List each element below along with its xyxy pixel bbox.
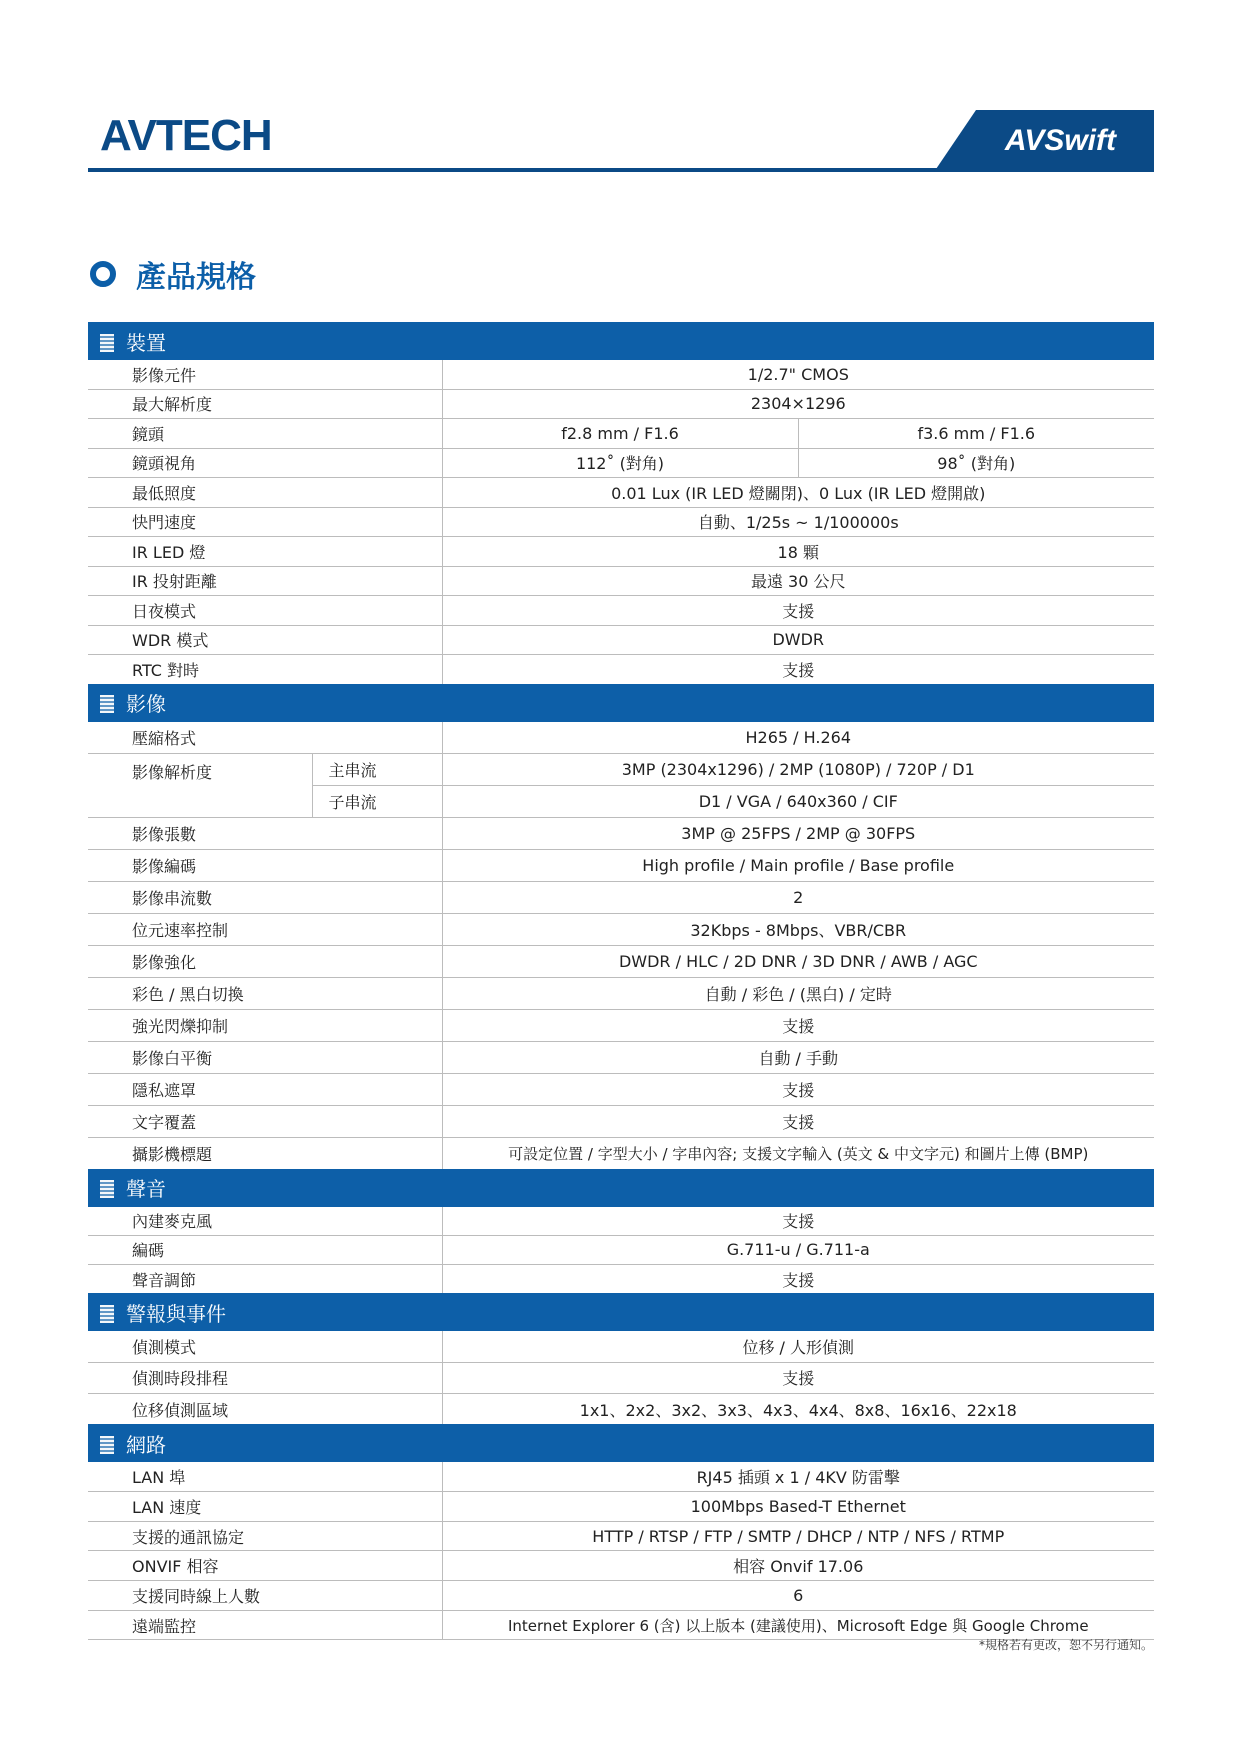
section-title: 聲音 xyxy=(126,1177,166,1201)
spec-label: 內建麥克風 xyxy=(88,1207,442,1236)
spec-value: 6 xyxy=(442,1581,1154,1611)
spec-row xyxy=(88,1009,1154,1041)
spec-label: 影像元件 xyxy=(88,360,442,389)
section-title: 裝置 xyxy=(126,330,166,355)
spec-label: 影像張數 xyxy=(88,817,442,849)
spec-label: 彩色 / 黑白切換 xyxy=(88,977,442,1009)
spec-value: 支援 xyxy=(442,1073,1154,1105)
spec-label: 隱私遮罩 xyxy=(88,1073,442,1105)
spec-value: HTTP / RTSP / FTP / SMTP / DHCP / NTP / NFS / RTMP xyxy=(442,1521,1154,1551)
spec-value: 位移 / 人形偵測 xyxy=(442,1331,1154,1362)
section-icon xyxy=(100,334,114,352)
avtech-logo: AVTECH xyxy=(100,111,272,160)
spec-value: DWDR / HLC / 2D DNR / 3D DNR / AWB / AGC xyxy=(442,945,1154,977)
spec-row xyxy=(88,419,1154,449)
spec-row xyxy=(88,1462,1154,1491)
spec-value: 2 xyxy=(442,881,1154,913)
spec-value: 3MP (2304x1296) / 2MP (1080P) / 720P / D1 xyxy=(442,753,1154,785)
spec-label: 壓縮格式 xyxy=(88,722,442,754)
spec-row xyxy=(88,596,1154,626)
spec-row xyxy=(88,655,1154,684)
spec-value: 100Mbps Based-T Ethernet xyxy=(442,1491,1154,1521)
spec-label: RTC 對時 xyxy=(132,660,200,680)
spec-label: 偵測模式 xyxy=(88,1331,442,1362)
page-header xyxy=(88,110,1154,174)
spec-row xyxy=(88,722,1154,754)
section-header-network xyxy=(88,1424,1154,1462)
spec-value: 可設定位置 / 字型大小 / 字串內容; 支援文字輸入 (英文 & 中文字元) 和圖片上傳 (BMP) xyxy=(442,1137,1154,1169)
spec-label: 位移偵測區域 xyxy=(132,1400,229,1420)
section-title: 網路 xyxy=(126,1432,166,1457)
spec-value: 0.01 Lux (IR LED 燈關閉)、0 Lux (IR LED 燈開啟) xyxy=(442,478,1154,508)
spec-label: 聲音調節 xyxy=(132,1270,197,1290)
section-title: 警報與事件 xyxy=(126,1301,226,1326)
spec-value: 自動 / 手動 xyxy=(442,1041,1154,1073)
avswift-logo: AVSwift xyxy=(1004,124,1116,157)
spec-label: 鏡頭視角 xyxy=(88,448,442,478)
spec-value: 相容 Onvif 17.06 xyxy=(442,1551,1154,1581)
spec-value: 自動、1/25s ~ 1/100000s xyxy=(442,507,1154,537)
page-title xyxy=(90,254,256,294)
spec-value: 支援 xyxy=(442,1009,1154,1041)
spec-value: 支援 xyxy=(442,1105,1154,1137)
spec-row xyxy=(88,945,1154,977)
spec-row xyxy=(88,537,1154,567)
spec-row xyxy=(88,1521,1154,1551)
spec-row xyxy=(88,478,1154,508)
spec-value-b: f3.6 mm / F1.6 xyxy=(798,419,1154,449)
spec-value: High profile / Main profile / Base profile xyxy=(442,849,1154,881)
spec-label: 影像強化 xyxy=(88,945,442,977)
spec-label: 最大解析度 xyxy=(88,389,442,419)
spec-row xyxy=(88,753,1154,785)
section-title: 影像 xyxy=(126,692,166,716)
spec-value: DWDR xyxy=(442,625,1154,655)
spec-row xyxy=(88,849,1154,881)
footnote: *規格若有更改，恕不另行通知。 xyxy=(978,1638,1153,1652)
spec-row xyxy=(88,1362,1154,1393)
section-icon xyxy=(100,695,114,713)
spec-value: 2304×1296 xyxy=(442,389,1154,419)
spec-label: 支援的通訊協定 xyxy=(88,1521,442,1551)
spec-value: 支援 xyxy=(442,1362,1154,1393)
spec-row xyxy=(88,1491,1154,1521)
spec-value: 支援 xyxy=(442,1265,1154,1294)
spec-label: 影像白平衡 xyxy=(88,1041,442,1073)
spec-row xyxy=(88,1331,1154,1362)
spec-label: 位元速率控制 xyxy=(88,913,442,945)
spec-row xyxy=(88,1265,1154,1294)
spec-label: 鏡頭 xyxy=(88,419,442,449)
spec-label: 支援同時線上人數 xyxy=(88,1581,442,1611)
spec-row xyxy=(88,448,1154,478)
spec-value: RJ45 插頭 x 1 / 4KV 防雷擊 xyxy=(442,1462,1154,1491)
spec-label: IR LED 燈 xyxy=(88,537,442,567)
spec-table xyxy=(88,322,1154,1640)
section-header-device xyxy=(88,322,1154,360)
spec-label: 偵測時段排程 xyxy=(88,1362,442,1393)
spec-value: D1 / VGA / 640x360 / CIF xyxy=(442,785,1154,817)
spec-row xyxy=(88,1393,1154,1424)
circle-bullet-icon xyxy=(90,261,116,287)
spec-row xyxy=(88,1207,1154,1236)
spec-row xyxy=(88,881,1154,913)
spec-row xyxy=(88,977,1154,1009)
spec-value-a: f2.8 mm / F1.6 xyxy=(442,419,798,449)
spec-value: 支援 xyxy=(442,596,1154,626)
spec-label: 遠端監控 xyxy=(88,1610,442,1640)
spec-value: 3MP @ 25FPS / 2MP @ 30FPS xyxy=(442,817,1154,849)
spec-label: 影像解析度 xyxy=(88,753,312,817)
section-icon xyxy=(100,1305,114,1323)
spec-row xyxy=(88,913,1154,945)
spec-value: 1/2.7" CMOS xyxy=(442,360,1154,389)
spec-label: LAN 速度 xyxy=(88,1491,442,1521)
spec-row xyxy=(88,1137,1154,1169)
spec-label: 最低照度 xyxy=(88,478,442,508)
spec-value: 支援 xyxy=(442,1207,1154,1236)
spec-sublabel: 主串流 xyxy=(312,753,442,785)
section-header-video xyxy=(88,684,1154,722)
spec-label: 文字覆蓋 xyxy=(88,1105,442,1137)
spec-row xyxy=(88,817,1154,849)
section-header-audio xyxy=(88,1169,1154,1207)
spec-row xyxy=(88,507,1154,537)
spec-label: 影像串流數 xyxy=(88,881,442,913)
spec-value: 1x1、2x2、3x2、3x3、4x3、4x4、8x8、16x16、22x18 xyxy=(442,1393,1154,1424)
spec-label: LAN 埠 xyxy=(88,1462,442,1491)
spec-sublabel: 子串流 xyxy=(312,785,442,817)
spec-label: IR 投射距離 xyxy=(88,566,442,596)
section-header-alarm xyxy=(88,1293,1154,1331)
spec-value: Internet Explorer 6 (含) 以上版本 (建議使用)、Microsoft Edge 與 Google Chrome xyxy=(442,1610,1154,1640)
spec-value: G.711-u / G.711-a xyxy=(442,1235,1154,1264)
spec-value: 支援 xyxy=(442,655,1154,684)
spec-value-b: 98˚ (對角) xyxy=(798,448,1154,478)
page-title-text: 產品規格 xyxy=(136,260,256,295)
spec-label: WDR 模式 xyxy=(88,625,442,655)
spec-label: 編碼 xyxy=(88,1235,442,1264)
spec-label: 影像編碼 xyxy=(88,849,442,881)
spec-row xyxy=(88,360,1154,389)
spec-value: H265 / H.264 xyxy=(442,722,1154,754)
spec-label: 日夜模式 xyxy=(88,596,442,626)
spec-value: 18 顆 xyxy=(442,537,1154,567)
section-icon xyxy=(100,1436,114,1454)
spec-value: 最遠 30 公尺 xyxy=(442,566,1154,596)
spec-row xyxy=(88,1041,1154,1073)
section-icon xyxy=(100,1180,114,1198)
spec-label: 快門速度 xyxy=(88,507,442,537)
spec-value-a: 112˚ (對角) xyxy=(442,448,798,478)
spec-row xyxy=(88,1105,1154,1137)
spec-label: ONVIF 相容 xyxy=(88,1551,442,1581)
spec-label: 攝影機標題 xyxy=(132,1144,213,1164)
spec-value: 32Kbps - 8Mbps、VBR/CBR xyxy=(442,913,1154,945)
spec-label: 強光閃爍抑制 xyxy=(88,1009,442,1041)
spec-row xyxy=(88,1235,1154,1264)
spec-row xyxy=(88,389,1154,419)
spec-row xyxy=(88,566,1154,596)
spec-row xyxy=(88,1073,1154,1105)
spec-value: 自動 / 彩色 / (黑白) / 定時 xyxy=(442,977,1154,1009)
spec-row xyxy=(88,1551,1154,1581)
spec-row xyxy=(88,1581,1154,1611)
spec-row xyxy=(88,625,1154,655)
